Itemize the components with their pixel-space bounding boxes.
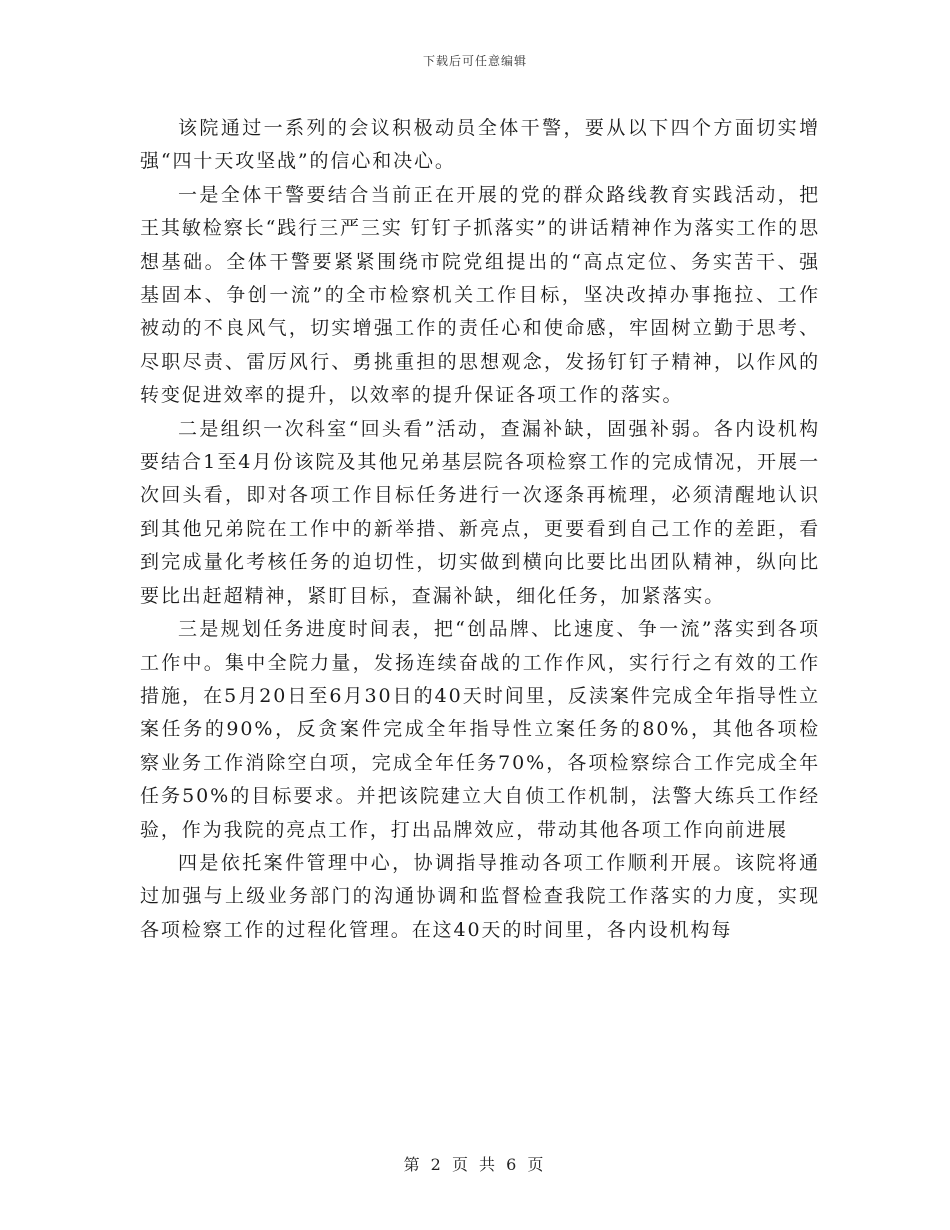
paragraph-point-three: 三是规划任务进度时间表，把“创品牌、比速度、争一流”落实到各项工作中。集中全院力量，发扬连续奋战的工作作风，实行行之有效的工作措施，在5月20日至6月30日的40天时间里，反渎案件完成全年指导性立案任务的90%，反贪案件完成全年指导性立案任务的80%，其他各项检察业务工作消除空白项，完成全年任务70%，各项检察综合工作完成全年任务50%的目标要求。并把该院建立大自侦工作机制，法警大练兵工作经验，作为我院的亮点工作，打出品牌效应，带动其他各项工作向前进展	[140, 618, 820, 841]
page-header-note: 下载后可任意编辑	[422, 54, 527, 68]
paragraph-point-four: 四是依托案件管理中心，协调指导推动各项工作顺利开展。该院将通过加强与上级业务部门的沟通协调和监督检查我院工作落实的力度，实现各项检察工作的过程化管理。在这40天的时间里，各内设机构每	[140, 851, 820, 941]
paragraph-point-one: 一是全体干警要结合当前正在开展的党的群众路线教育实践活动，把王其敏检察长“践行三严三实 钉钉子抓落实”的讲话精神作为落实工作的思想基础。全体干警要紧紧围绕市院党组提出的“高点定位、务实苦干、强基固本、争创一流”的全市检察机关工作目标，坚决改掉办事拖拉、工作被动的不良风气，切实增强工作的责任心和使命感，牢固树立勤于思考、尽职尽责、雷厉风行、勇挑重担的思想观念，发扬钉钉子精神，以作风的转变促进效率的提升，以效率的提升保证各项工作的落实。	[140, 183, 820, 407]
paragraph-intro: 该院通过一系列的会议积极动员全体干警，要从以下四个方面切实增强“四十天攻坚战”的信心和决心。	[140, 117, 820, 173]
page-number-footer: 第 2 页 共 6 页	[403, 1155, 547, 1174]
document-body	[140, 112, 820, 947]
paragraph-point-two: 二是组织一次科室“回头看”活动，查漏补缺，固强补弱。各内设机构要结合1至4月份该院及其他兄弟基层院各项检察工作的完成情况，开展一次回头看，即对各项工作目标任务进行一次逐条再梳理，必须清醒地认识到其他兄弟院在工作中的新举措、新亮点，更要看到自己工作的差距，看到完成量化考核任务的迫切性，切实做到横向比要比出团队精神，纵向比要比出赶超精神，紧盯目标，查漏补缺，细化任务，加紧落实。	[140, 417, 820, 607]
